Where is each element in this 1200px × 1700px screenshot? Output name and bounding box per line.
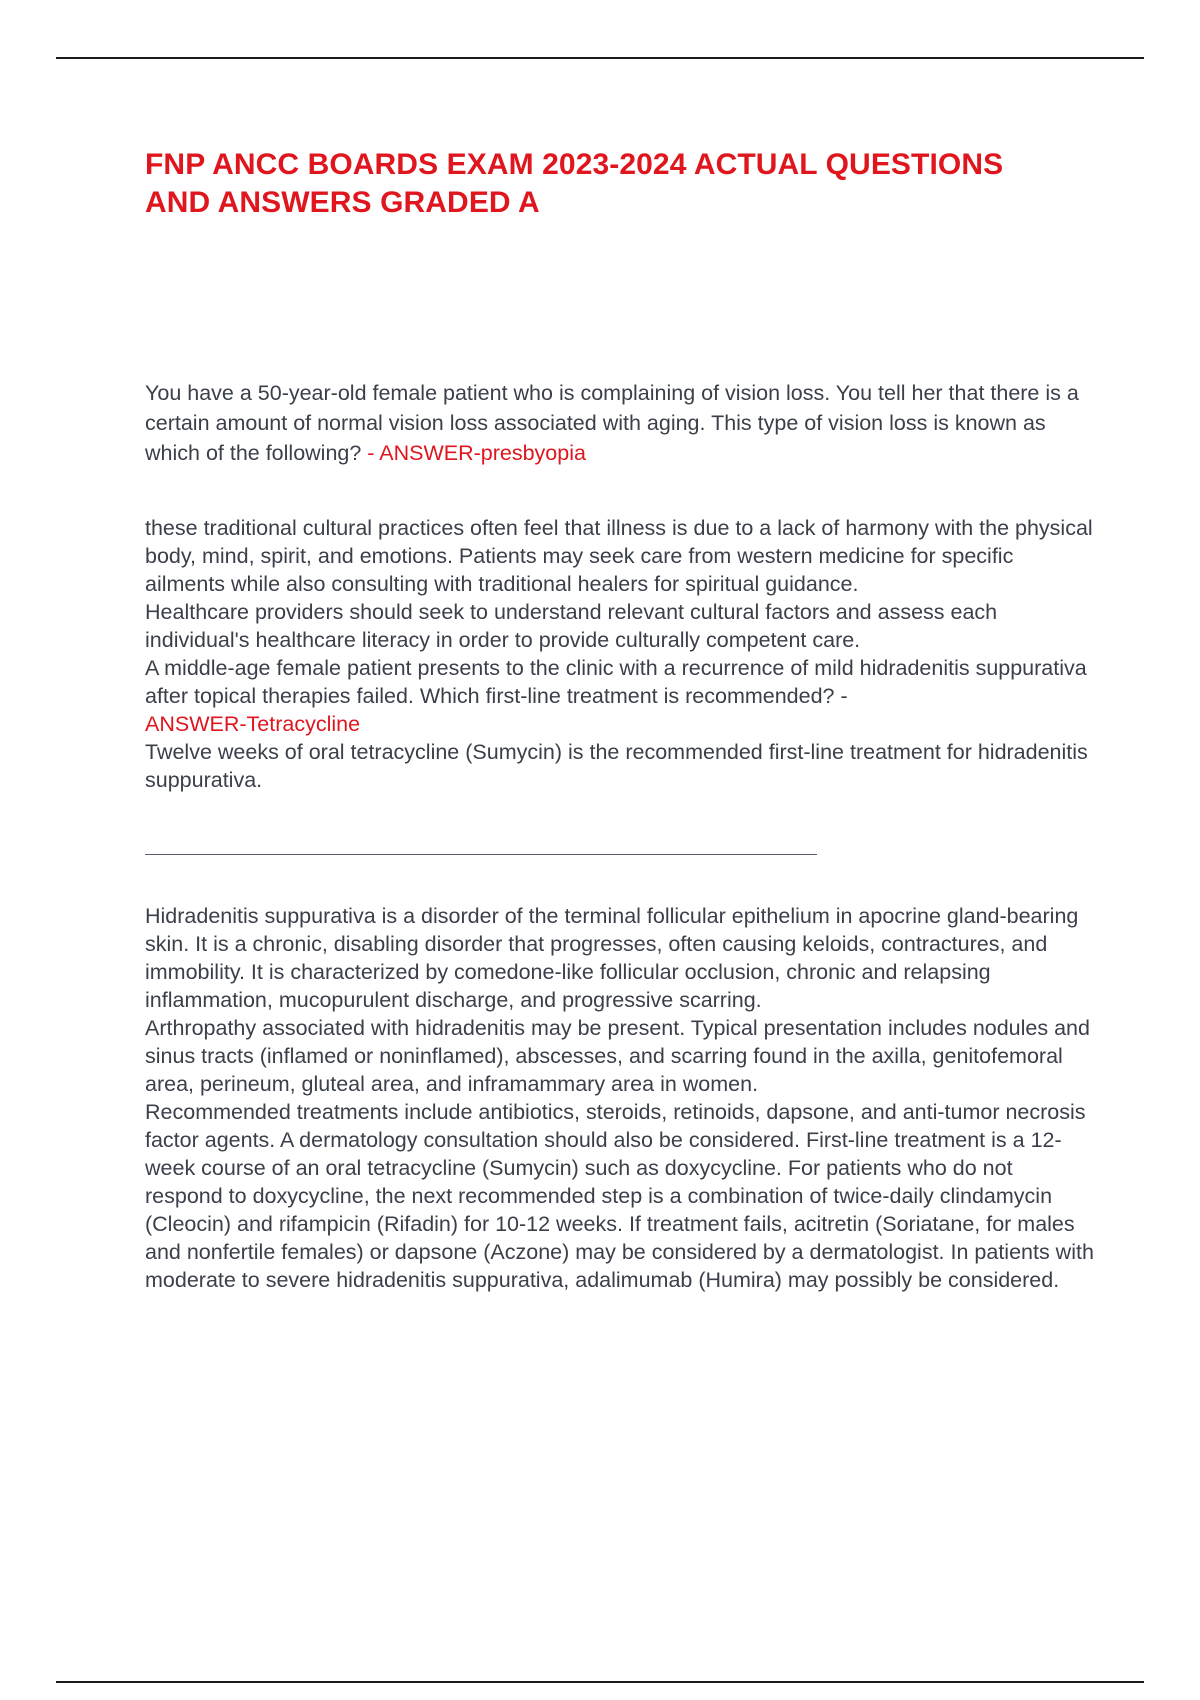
rationale-paragraph: Twelve weeks of oral tetracycline (Sumycin) is the recommended first-line treatment for hidradenitis suppurativa. <box>145 740 1088 792</box>
text-block-1 <box>145 514 1095 794</box>
question-1 <box>145 378 1085 468</box>
question-1-text: You have a 50-year-old female patient who is complaining of vision loss. You tell her that there is a certain amount of normal vision loss associated with aging. This type of vision loss is known as which of the following? <box>145 381 1079 465</box>
question-1-answer: - ANSWER-presbyopia <box>361 441 586 465</box>
document-title <box>145 146 1085 222</box>
section-separator <box>145 854 817 855</box>
document-body <box>145 146 1094 1292</box>
cultural-paragraph: these traditional cultural practices often feel that illness is due to a lack of harmony with the physical body, mind, spirit, and emotions. Patients may seek care from western medicine for specific ailments while also consulting with traditional healers for spiritual guidance. <box>145 516 1093 596</box>
question-2-answer: ANSWER-Tetracycline <box>145 712 361 736</box>
healthcare-paragraph: Healthcare providers should seek to understand relevant cultural factors and assess each individual's healthcare literacy in order to provide culturally competent care. <box>145 600 998 652</box>
question-2 <box>145 654 1095 738</box>
page-bottom-rule <box>56 1681 1144 1683</box>
page-top-rule <box>56 57 1144 59</box>
hidradenitis-presentation-paragraph: Arthropathy associated with hidradenitis may be present. Typical presentation includes nodules and sinus tracts (inflamed or noninflamed), abscesses, and scarring found in the axilla, genitofemoral area, perineum, gluteal area, and inframammary area in women. <box>145 1016 1090 1096</box>
question-2-text: A middle-age female patient presents to the clinic with a recurrence of mild hidradenitis suppurativa after topical therapies failed. Which first-line treatment is recommended? - <box>145 656 1087 708</box>
text-block-2 <box>145 902 1095 1294</box>
title-line-1: FNP ANCC BOARDS EXAM 2023-2024 ACTUAL QUESTIONS <box>145 148 1004 181</box>
title-line-2: AND ANSWERS GRADED A <box>145 186 540 219</box>
hidradenitis-definition-paragraph: Hidradenitis suppurativa is a disorder of the terminal follicular epithelium in apocrine gland-bearing skin. It is a chronic, disabling disorder that progresses, often causing keloids, contractures, and immobility. It is characterized by comedone-like follicular occlusion, chronic and relapsing inflammation, mucopurulent discharge, and progressive scarring. <box>145 904 1079 1012</box>
hidradenitis-treatment-paragraph: Recommended treatments include antibiotics, steroids, retinoids, dapsone, and anti-tumor necrosis factor agents. A dermatology consultation should also be considered. First-line treatment is a 12-week course of an oral tetracycline (Sumycin) such as doxycycline. For patients who do not respond to doxycycline, the next recommended step is a combination of twice-daily clindamycin (Cleocin) and rifampicin (Rifadin) for 10-12 weeks. If treatment fails, acitretin (Soriatane, for males and nonfertile females) or dapsone (Aczone) may be considered by a dermatologist. In patients with moderate to severe hidradenitis suppurativa, adalimumab (Humira) may possibly be considered. <box>145 1100 1094 1292</box>
